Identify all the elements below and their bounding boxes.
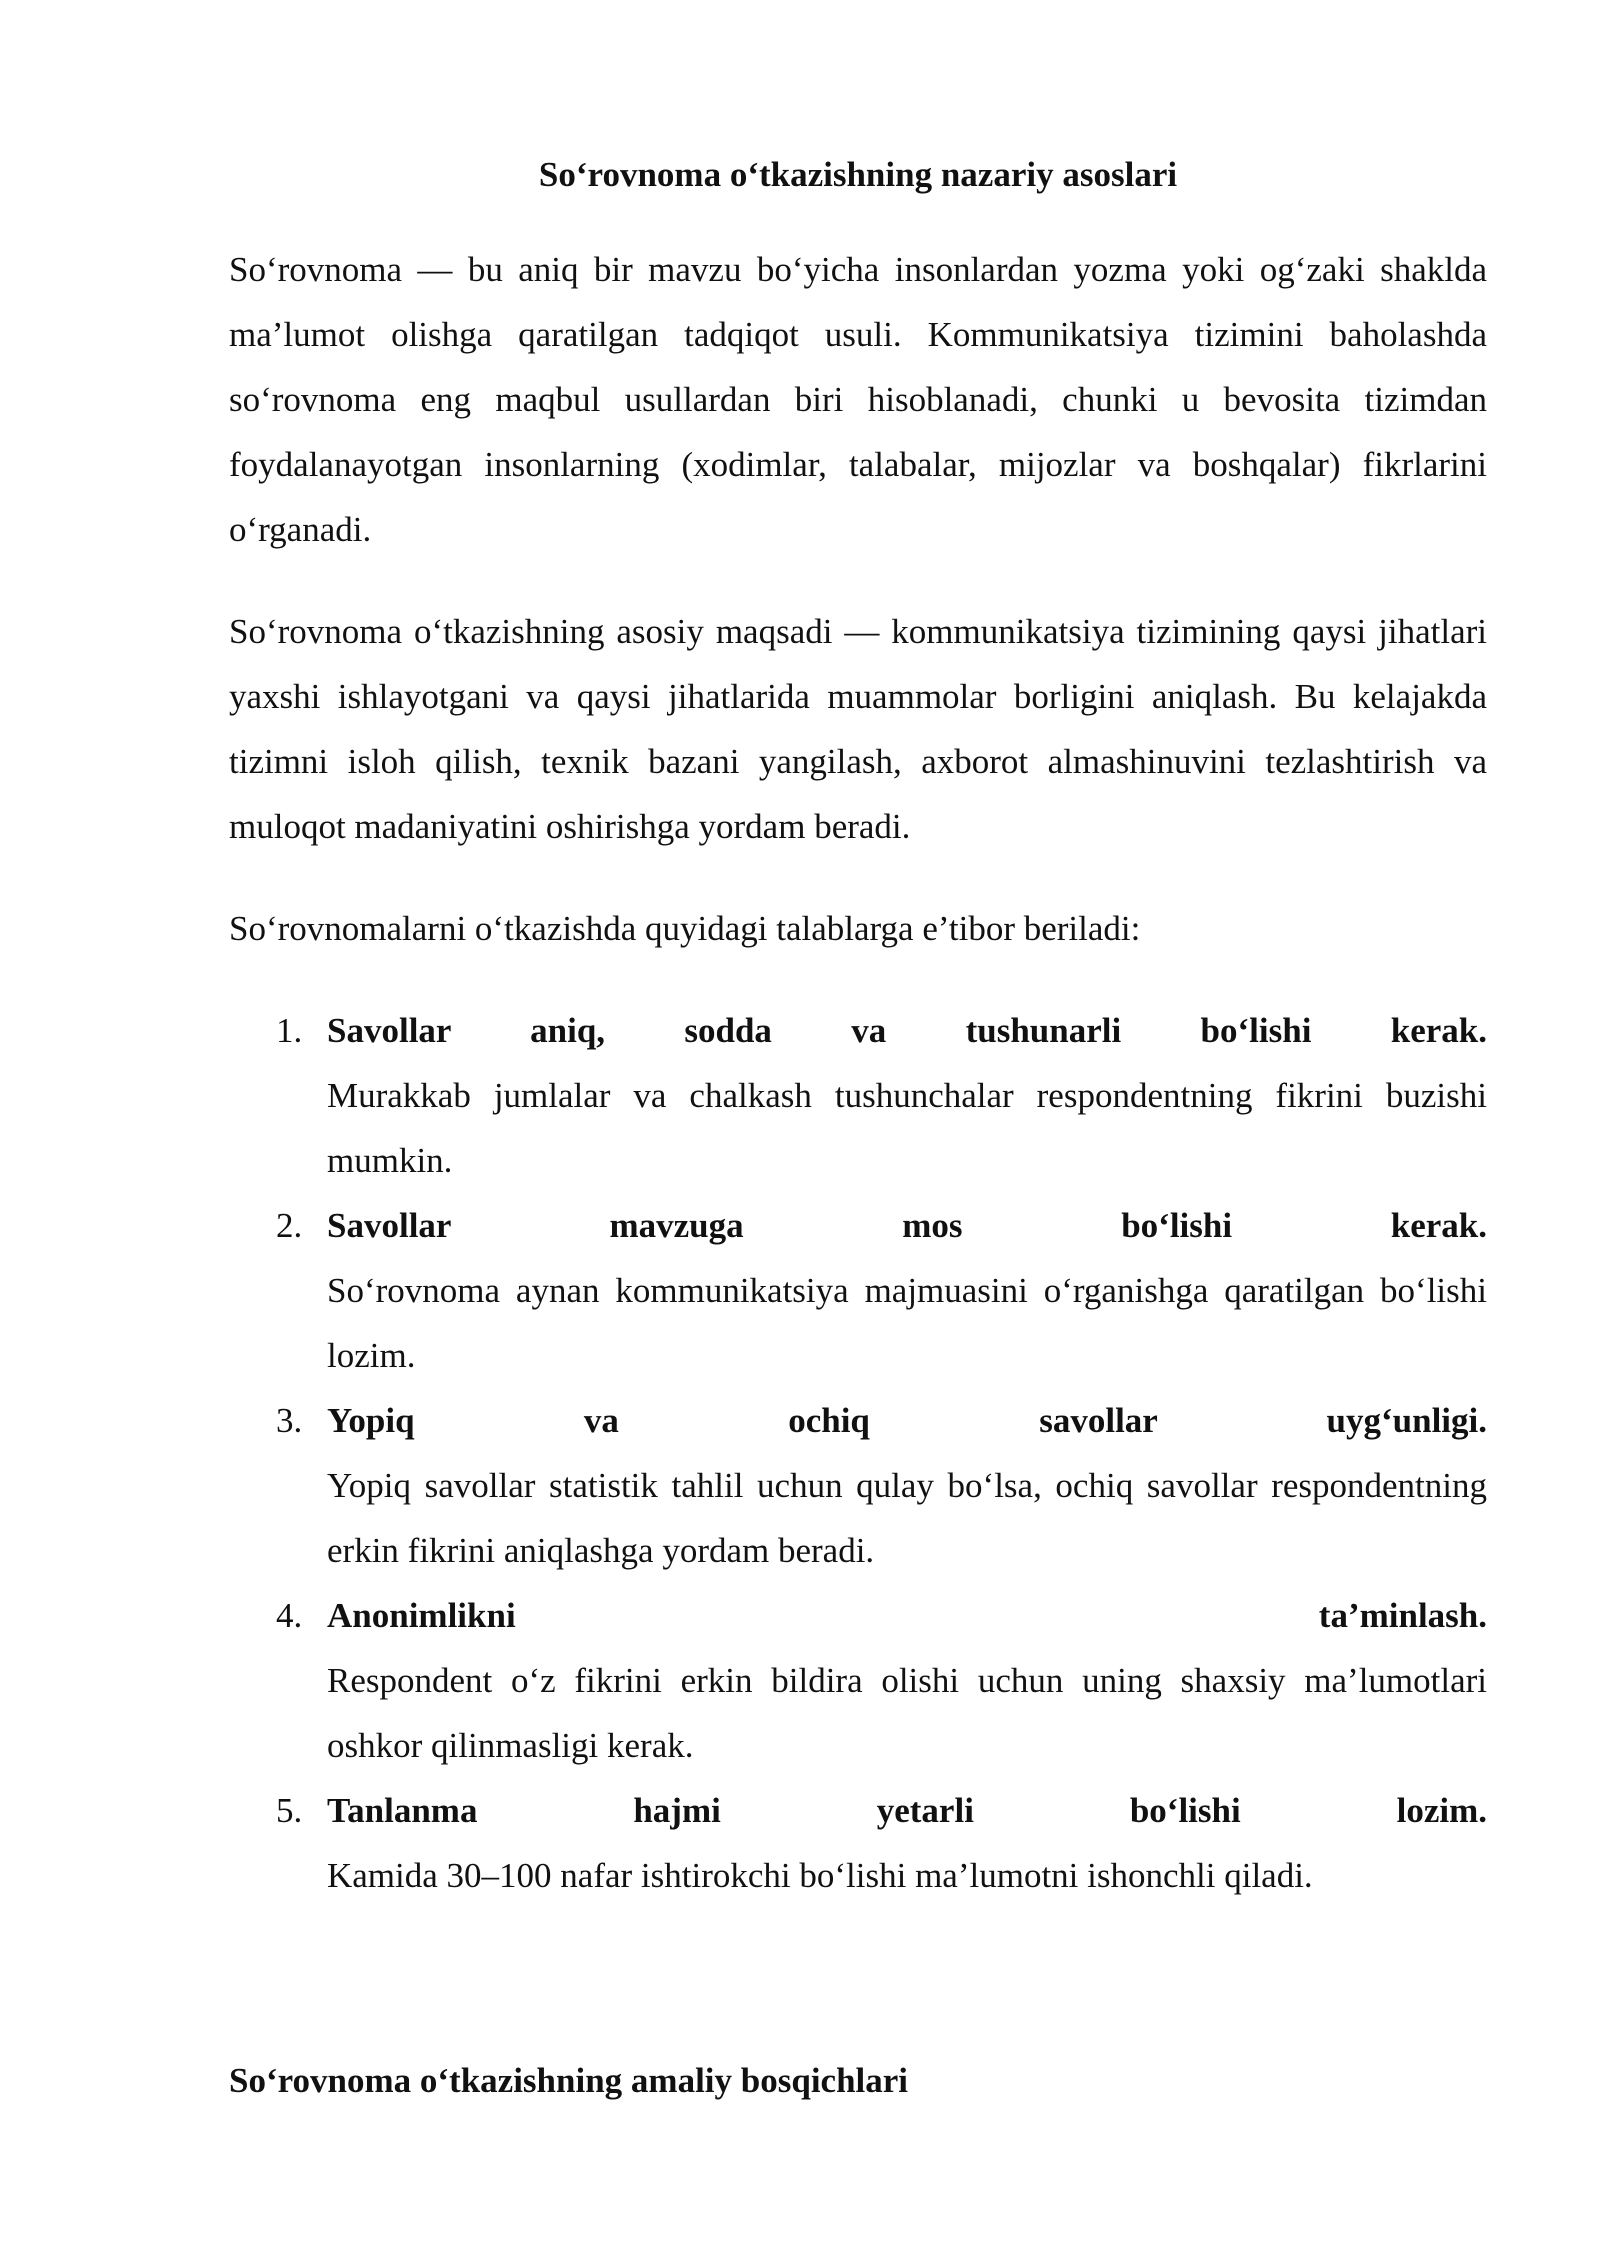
list-item-heading: Savollar aniq, sodda va tushunarli bo‘lishi kerak.: [327, 1011, 1487, 1050]
list-item-heading: Anonimlikni ta’minlash.: [327, 1596, 1487, 1635]
list-item-heading: Yopiq va ochiq savollar uyg‘unligi.: [327, 1401, 1487, 1440]
list-item: [229, 1193, 1487, 1388]
list-item: [229, 998, 1487, 1193]
document-title: So‘rovnoma o‘tkazishning nazariy asoslari: [538, 155, 1178, 194]
list-item-number: 5.: [276, 1791, 303, 1830]
list-item-text: Kamida 30–100 nafar ishtirokchi bo‘lishi ma’lumotni ishonchli qiladi.: [327, 1856, 1313, 1895]
list-intro: So‘rovnomalarni o‘tkazishda quyidagi talablarga e’tibor beriladi:: [229, 909, 1141, 948]
list-item: [229, 1778, 1487, 1908]
requirements-list: [229, 998, 1487, 1908]
list-item-number: 4.: [276, 1596, 303, 1635]
list-item-heading: Savollar mavzuga mos bo‘lishi kerak.: [327, 1206, 1487, 1245]
list-item-text: So‘rovnoma aynan kommunikatsiya majmuasini o‘rganishga qaratilgan bo‘lishi lozim.: [327, 1271, 1487, 1375]
section-title: So‘rovnoma o‘tkazishning amaliy bosqichlari: [229, 2061, 909, 2100]
list-item-text: Yopiq savollar statistik tahlil uchun qulay bo‘lsa, ochiq savollar respondentning erkin fikrini aniqlashga yordam beradi.: [327, 1466, 1487, 1570]
paragraph-definition: So‘rovnoma — bu aniq bir mavzu bo‘yicha insonlardan yozma yoki og‘zaki shaklda ma’lumot olishga qaratilgan tadqiqot usuli. Kommunikatsiya tizimini baholashda so‘rovnoma eng maqbul usullardan biri hisoblanadi, chunki u bevosita tizimdan foydalanayotgan insonlarning (xodimlar, talabalar, mijozlar va boshqalar) fikrlarini o‘rganadi.: [229, 250, 1487, 549]
list-item-text: Murakkab jumlalar va chalkash tushunchalar respondentning fikrini buzishi mumkin.: [327, 1076, 1487, 1180]
list-item-text: Respondent o‘z fikrini erkin bildira olishi uchun uning shaxsiy ma’lumotlari oshkor qilinmasligi kerak.: [327, 1661, 1487, 1765]
list-item-number: 2.: [276, 1206, 303, 1245]
paragraph-purpose: So‘rovnoma o‘tkazishning asosiy maqsadi — kommunikatsiya tizimining qaysi jihatlari yaxshi ishlayotgani va qaysi jihatlarida muammolar borligini aniqlash. Bu kelajakda tizimni isloh qilish, texnik bazani yangilash, axborot almashinuvini tezlashtirish va muloqot madaniyatini oshirishga yordam beradi.: [229, 612, 1487, 846]
list-item: [229, 1388, 1487, 1583]
document-page: [229, 150, 1487, 2135]
list-item: [229, 1583, 1487, 1778]
list-item-number: 1.: [276, 1011, 303, 1050]
list-item-number: 3.: [276, 1401, 303, 1440]
list-item-heading: Tanlanma hajmi yetarli bo‘lishi lozim.: [327, 1791, 1487, 1830]
